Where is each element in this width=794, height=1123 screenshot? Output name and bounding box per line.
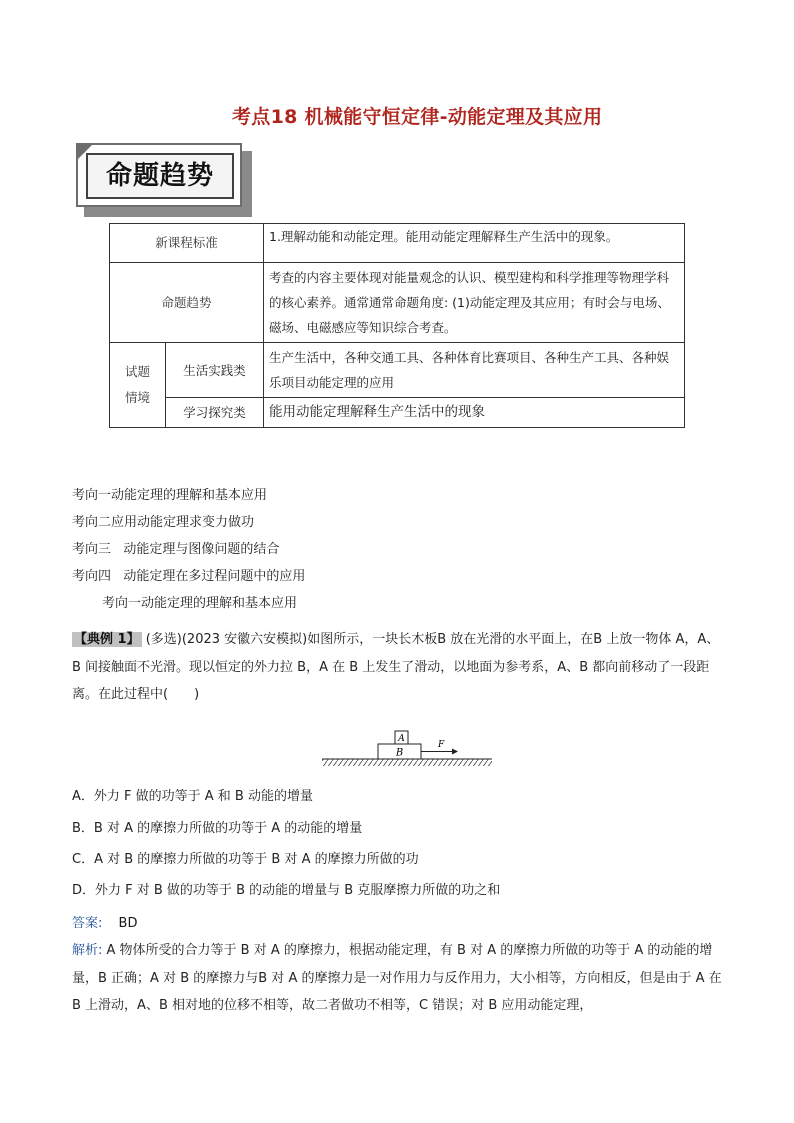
- list-item: 考向二应用动能定理求变力做功: [72, 515, 255, 530]
- option-b: B．B 对 A 的摩擦力所做的功等于 A 的动能的增量: [72, 821, 363, 836]
- trend-table: [109, 223, 685, 428]
- block-diagram: [322, 726, 492, 768]
- sub-label: 生活实践类: [166, 343, 264, 398]
- list-item: 考向四 动能定理在多过程问题中的应用: [72, 569, 306, 584]
- page-title: 考点18 机械能守恒定律-动能定理及其应用: [232, 106, 603, 128]
- table-row: [110, 263, 685, 343]
- example-question: [72, 626, 722, 709]
- answer-label: 答案:: [72, 916, 103, 931]
- analysis: [72, 937, 724, 1020]
- answer: [72, 914, 137, 934]
- label-f: F: [438, 740, 445, 750]
- row-content: 生产生活中，各种交通工具、各种体育比赛项目、各种生产工具、各种娱乐项目动能定理的应用: [264, 343, 685, 398]
- row-content: 考查的内容主要体现对能量观念的认识、模型建构和科学推理等物理学科的核心素养。通常通常命题角度: (1)动能定理及其应用；有时会与电场、磁场、电磁感应等知识综合考查。: [264, 263, 685, 343]
- answer-value: BD: [118, 916, 138, 931]
- topic-list: [72, 482, 305, 590]
- option-d: D．外力 F 对 B 做的功等于 B 的动能的增量与 B 克服摩擦力所做的功之和: [72, 883, 501, 898]
- option-c: C．A 对 B 的摩擦力所做的功等于 B 对 A 的摩擦力所做的功: [72, 852, 419, 867]
- option-a: A．外力 F 做的功等于 A 和 B 动能的增量: [72, 789, 313, 804]
- table-row: [110, 224, 685, 263]
- row-label: 新课程标准: [110, 224, 264, 263]
- row-label: 试题 情境: [110, 343, 166, 428]
- section-heading: 考向一动能定理的理解和基本应用: [102, 596, 298, 611]
- table-row: [110, 343, 685, 398]
- sub-label: 学习探究类: [166, 398, 264, 428]
- analysis-text: A 物体所受的合力等于 B 对 A 的摩擦力，根据动能定理，有 B 对 A 的摩擦力所做的功等于 A 的动能的增量，B 正确；A 对 B 的摩擦力与B 对 A 的摩擦力是一对作用力与反作用力，大小相等，方向相反，但是由于 A 在 B 上滑动，A、B 相对地的位移不相等，故二者做功不相等，C 错误；对 B 应用动能定理，: [72, 943, 722, 1013]
- example-tag: 【典例 1】: [74, 632, 140, 647]
- row-label: 命题趋势: [110, 263, 264, 343]
- table-row: [110, 398, 685, 428]
- list-item: 考向三 动能定理与图像问题的结合: [72, 542, 280, 557]
- label-a: A: [398, 734, 405, 744]
- analysis-label: 解析:: [72, 943, 103, 958]
- ground-hatch: [322, 759, 492, 766]
- row-content: 能用动能定理解释生产生活中的现象: [264, 398, 685, 428]
- section-badge: [76, 143, 252, 217]
- badge-frame: [76, 143, 242, 207]
- example-text: (多选)(2023 安徽六安模拟)如图所示，一块长木板B 放在光滑的水平面上，在B 上放一物体 A，A、B 间接触面不光滑。现以恒定的外力拉 B，A 在 B 上发生了滑动，以地面为参考系，A、B 都向前移动了一段距离。在此过程中( ): [72, 632, 720, 702]
- arrow-head-icon: [452, 749, 458, 755]
- badge-label: 命题趋势: [86, 153, 234, 199]
- list-item: 考向一动能定理的理解和基本应用: [72, 488, 268, 503]
- row-content: 1.理解动能和动能定理。能用动能定理解释生产生活中的现象。: [264, 224, 685, 263]
- label-b: B: [395, 747, 404, 759]
